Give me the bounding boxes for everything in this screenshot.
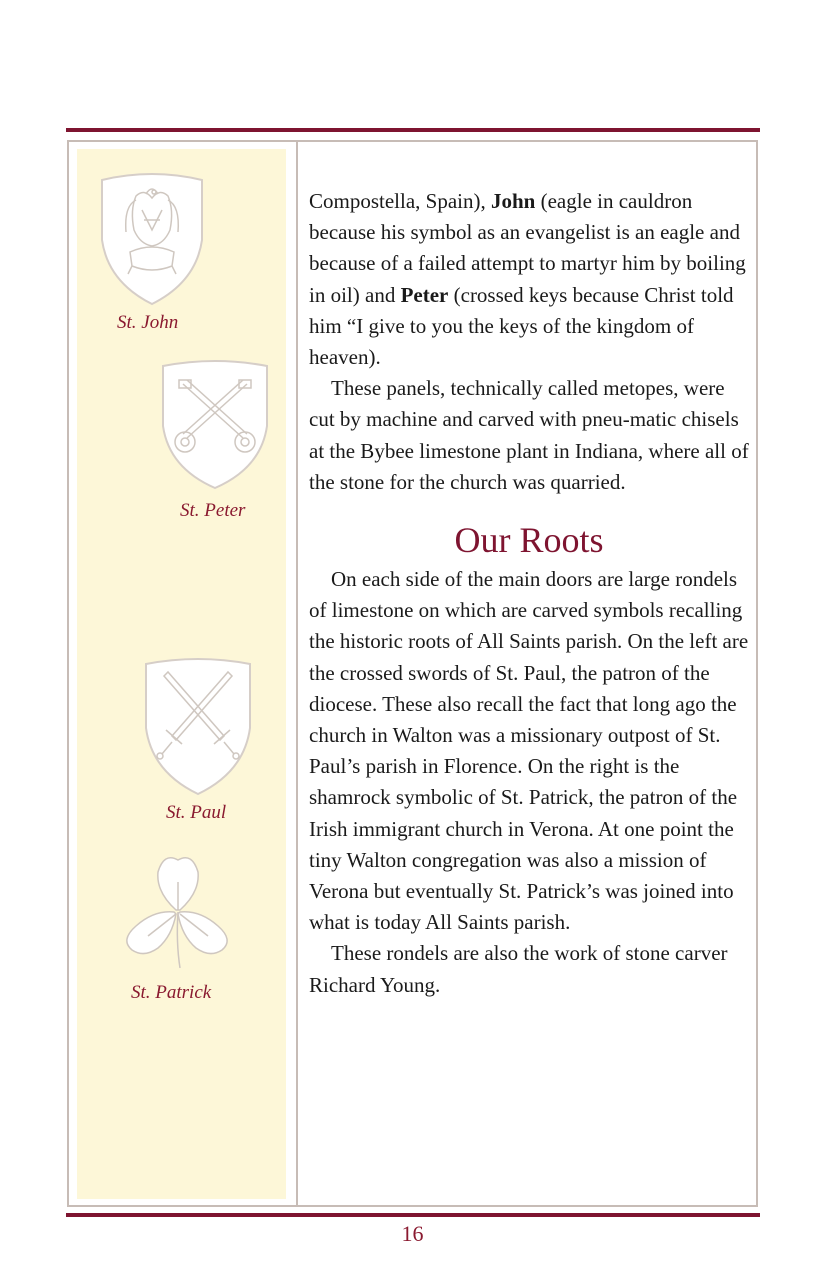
top-rule bbox=[66, 128, 760, 132]
crossed-keys-shield-icon bbox=[157, 358, 273, 492]
paragraph-carver: These rondels are also the work of stone carver Richard Young. bbox=[309, 941, 728, 997]
caption-st-john: St. John bbox=[117, 312, 179, 333]
caption-st-patrick: St. Patrick bbox=[131, 982, 212, 1003]
bottom-rule bbox=[66, 1213, 760, 1217]
page-number: 16 bbox=[401, 1221, 424, 1246]
paragraph-text: Compostella, Spain), bbox=[309, 189, 491, 213]
bold-john: John bbox=[491, 189, 536, 213]
caption-st-peter: St. Peter bbox=[180, 500, 246, 521]
bold-peter: Peter bbox=[400, 282, 449, 307]
paragraph-text: (crossed keys because Christ told him “I give to you the keys of the kingdom of heaven). bbox=[309, 282, 734, 370]
section-heading: Our Roots bbox=[454, 520, 604, 561]
caption-st-paul: St. Paul bbox=[166, 802, 227, 823]
paragraph-saints bbox=[309, 186, 749, 373]
paragraph-text: (eagle in cauldron because his symbol as an evangelist is an eagle and because of a failed attempt to martyr him by boiling in oil) and bbox=[309, 189, 746, 307]
paragraph-metopes: These panels, technically called metopes, were cut by machine and carved with pneu-matic chisels at the Bybee limestone plant in Indiana, where all of the stone for the church was quarried. bbox=[309, 376, 749, 494]
crossed-swords-shield-icon bbox=[140, 656, 256, 798]
eagle-in-cauldron-shield-icon bbox=[96, 170, 208, 308]
shamrock-icon bbox=[118, 852, 238, 972]
column-divider bbox=[296, 140, 298, 1207]
paragraph-rondels: On each side of the main doors are large rondels of limestone on which are carved symbols recalling the historic roots of All Saints parish. On the left are the crossed swords of St. Paul, the patron of the diocese. These also recall the fact that long ago the church in Walton was a missionary outpost of St. Paul’s parish in Florence. On the right is the shamrock symbolic of St. Patrick, the patron of the Irish immigrant church in Verona. At one point the tiny Walton congregation was also a mission of Verona but eventually St. Patrick’s was joined into what is today All Saints parish. bbox=[309, 567, 749, 935]
main-text-column bbox=[309, 186, 749, 1001]
